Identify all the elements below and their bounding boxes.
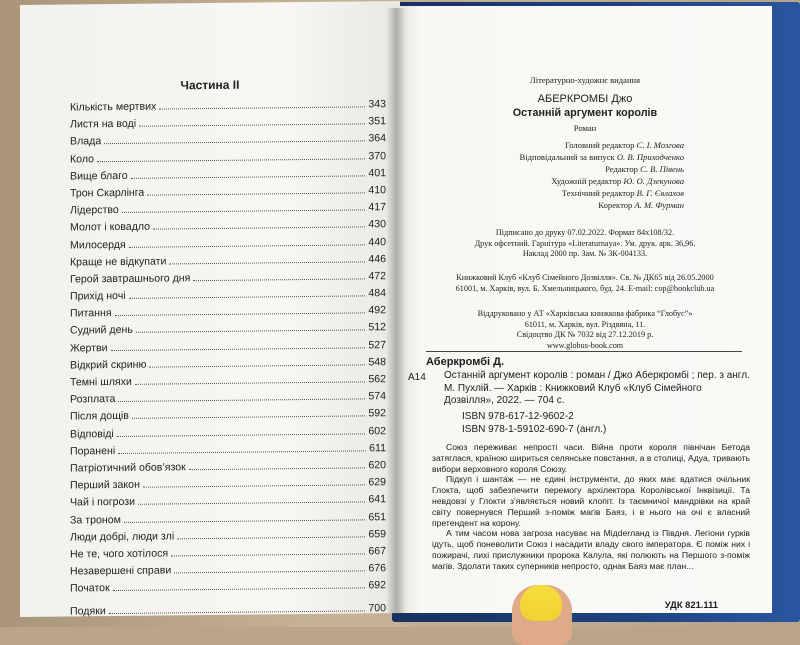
toc-entry-title: Перший закон	[70, 478, 140, 492]
toc-dot-leader	[193, 277, 365, 281]
credit-line	[484, 151, 744, 163]
printer-line: www.globus-book.com	[546, 340, 624, 350]
toc-entry-page: 651	[368, 510, 386, 523]
toc-dot-leader	[124, 518, 365, 523]
toc-dot-leader	[139, 123, 365, 127]
credit-role: Головний редактор	[564, 140, 635, 150]
toc-dot-leader	[171, 552, 365, 556]
toc-entry	[70, 579, 386, 599]
credit-role: Художній редактор	[551, 176, 622, 186]
toc-dot-leader	[159, 105, 365, 109]
toc-entry-title: Трон Скарлінга	[70, 186, 145, 200]
toc-entry-page: 527	[368, 338, 386, 351]
printer-line: 61011, м. Харків, вул. Різдвяна, 11.	[524, 319, 646, 329]
book-author: АБЕРКРОМБІ Джо	[537, 93, 633, 105]
toc-entry-title: Лідерство	[70, 204, 119, 217]
toc-entry-title: Темні шляхи	[70, 375, 132, 389]
table-of-contents	[70, 98, 386, 623]
toc-entry-page: 484	[368, 287, 386, 300]
publisher-line: 61001, м. Харків, вул. Б. Хмельницького, буд. 24. E-mail: cop@bookclub.ua	[455, 283, 715, 293]
credit-role: Відповідальний за випуск	[519, 152, 615, 162]
toc-entry-title: Після дощів	[70, 410, 129, 423]
printer-line: Свідоцтво ДК № 7032 від 27.12.2019 р.	[516, 330, 654, 340]
toc-dot-leader	[111, 346, 366, 351]
toc-dot-leader	[149, 363, 365, 367]
toc-entry-title: Молот і ковадло	[70, 220, 151, 234]
toc-dot-leader	[129, 243, 366, 247]
toc-dot-leader	[117, 432, 366, 437]
book-type: Роман	[573, 123, 597, 133]
toc-entry-title: Незавершені справи	[70, 564, 172, 578]
toc-entry-title: Не те, чого хотілося	[70, 547, 169, 561]
abstract-paragraph: А тим часом нова загроза насуває на Мідderланд із Півдня. Легіони гурків ідуть, щоб поневолити Союз і насадити владу свого імператора. Є поміж них і пожирачі, лихі прислужники пророка Калула, які полюють на Першого з-поміж магів. Здолати таких суперників непросто, однак Баяз має план...	[432, 528, 750, 571]
left-page	[20, 1, 400, 617]
toc-entry-title: Подяки	[70, 605, 106, 618]
toc-entry-page: 417	[368, 201, 386, 214]
toc-entry-title: Розплата	[70, 393, 116, 406]
toc-dot-leader	[118, 398, 365, 403]
toc-entry-page: 512	[368, 321, 386, 334]
toc-entry-title: Чай і погрози	[70, 496, 136, 509]
toc-entry-page: 620	[368, 459, 386, 472]
publisher-line: Книжковий Клуб «Клуб Сімейного Дозвілля». Св. № ДК65 від 26.05.2000	[456, 273, 714, 282]
toc-entry-title: Відкрий скриню	[70, 358, 147, 372]
toc-entry-page: 370	[368, 149, 386, 162]
abstract-paragraph: Союз переживає непрості часи. Війна проти короля північан Бетода затяглася, країною шириться селянське повстання, а в столиці, Адуа, тривають вибори верховного короля Союзу.	[432, 442, 750, 474]
toc-dot-leader	[135, 380, 365, 384]
toc-dot-leader	[104, 140, 365, 145]
toc-entry-page: 430	[368, 218, 386, 231]
toc-dot-leader	[147, 191, 365, 195]
credit-name: С. І. Мозгова	[636, 140, 684, 150]
toc-entry-title: Листя на воді	[70, 117, 137, 131]
print-info-line: Підписано до друку 07.02.2022. Формат 84x108/32.	[495, 228, 675, 237]
genre-line: Літературно-художнє видання	[529, 75, 641, 85]
toc-entry-page: 446	[368, 252, 386, 266]
toc-entry-page: 440	[368, 235, 386, 248]
toc-entry-title: Відповіді	[70, 427, 114, 441]
toc-entry-page: 592	[368, 407, 386, 420]
yellow-fingernail	[520, 585, 562, 621]
toc-entry-page: 562	[368, 373, 386, 386]
toc-heading: Частина II	[180, 77, 240, 93]
toc-dot-leader	[143, 484, 365, 488]
toc-entry-page: 676	[368, 562, 386, 575]
toc-dot-leader	[109, 610, 366, 615]
toc-dot-leader	[177, 535, 365, 539]
toc-entry-title: За троном	[70, 513, 121, 526]
credit-name: В. Г. Євлахов	[636, 188, 684, 198]
toc-entry-title: Жертви	[70, 341, 108, 355]
credit-line	[484, 199, 744, 211]
toc-dot-leader	[97, 157, 365, 162]
toc-entry	[70, 603, 386, 623]
toc-entry-page: 659	[368, 527, 386, 541]
credit-name: А. М. Фурман	[634, 200, 684, 210]
toc-entry-title: Коло	[70, 152, 95, 166]
credit-role: Технічний редактор	[561, 188, 635, 198]
toc-dot-leader	[153, 226, 365, 230]
credit-line	[484, 163, 744, 175]
catalog-description: Останній аргумент королів : роман / Джо Аберкромбі ; пер. з англ. М. Пухлій. — Харків : Книжковий Клуб «Клуб Сімейного Дозвілля», 2022. — 704 с.	[444, 370, 750, 406]
book-abstract	[432, 442, 750, 572]
book-title: Останній аргумент королів	[512, 107, 658, 119]
toc-entry-title: Милосердя	[70, 238, 126, 251]
toc-entry-title: Люди добрі, люди злі	[70, 530, 175, 544]
toc-entry-title: Кількість мертвих	[70, 100, 157, 114]
toc-entry-title: Краще не відкупати	[70, 255, 167, 269]
toc-dot-leader	[113, 587, 366, 592]
print-info-line: Наклад 2000 пр. Зам. № 3К-004133.	[522, 249, 648, 259]
toc-entry-page: 641	[368, 493, 386, 506]
credit-role: Коректор	[598, 200, 633, 210]
print-info-line: Друк офсетний. Гарнітура «Literaturnaya». Ум. друк. арк. 36,96.	[474, 238, 696, 248]
toc-dot-leader	[169, 260, 365, 264]
toc-entry-title: Вище благо	[70, 169, 128, 183]
toc-entry-page: 343	[368, 98, 386, 111]
toc-entry-page: 351	[368, 115, 386, 128]
toc-entry-page: 574	[368, 390, 386, 403]
toc-entry-title: Судний день	[70, 324, 133, 337]
toc-entry-page: 410	[368, 184, 386, 197]
toc-dot-leader	[129, 294, 366, 298]
toc-dot-leader	[118, 449, 366, 454]
toc-entry-title: Герой завтрашнього дня	[70, 272, 191, 286]
print-info	[398, 228, 772, 260]
printer-line: Віддруковано у АТ «Харківська книжкова фабрика “Глобус”»	[477, 309, 693, 318]
book-gutter	[386, 8, 406, 613]
catalog-author: Аберкромбі Д.	[426, 356, 505, 368]
editorial-credits	[484, 139, 744, 211]
credit-name: С. В. Півень	[640, 164, 684, 174]
publisher-info	[398, 273, 772, 294]
toc-dot-leader	[174, 569, 365, 573]
toc-entry-page: 492	[368, 304, 386, 317]
credit-name: Ю. О. Дзекунова	[623, 176, 684, 186]
catalog-index: А14	[408, 372, 426, 383]
toc-dot-leader	[136, 329, 365, 333]
toc-entry-title: Питання	[70, 307, 112, 320]
toc-entry-page: 629	[368, 476, 386, 489]
abstract-paragraph: Підкуп і шантаж — не єдині інструменти, до яких має вдатися очільник Глокта, щоб забезпечити перемогу архілектора Королівської Інквізиції. Та невдовзі у Глокти з’являється новий клопіт. Із таємничої мандрівки на край світу повернувся Перший з-поміж магів Баяз, і в нього на очі є власний претендент на корону.	[432, 474, 750, 528]
isbn-ukrainian: ISBN 978-617-12-9602-2	[462, 411, 574, 422]
toc-entry-page: 611	[369, 441, 386, 455]
credit-name: О. В. Приходченко	[616, 152, 684, 162]
toc-entry-page: 700	[368, 602, 386, 615]
toc-dot-leader	[122, 209, 365, 214]
isbn-english: ISBN 978-1-59102-690-7 (англ.)	[462, 424, 607, 435]
right-page	[398, 6, 772, 613]
divider-rule	[426, 351, 742, 352]
credit-line	[484, 187, 744, 199]
toc-entry-page: 472	[368, 270, 386, 283]
toc-entry-page: 692	[368, 579, 386, 592]
credit-role: Редактор	[605, 164, 638, 174]
credit-line	[484, 139, 744, 151]
credit-line	[484, 175, 744, 187]
toc-dot-leader	[132, 415, 365, 419]
toc-dot-leader	[138, 501, 365, 505]
toc-entry-page: 401	[368, 166, 386, 180]
toc-dot-leader	[115, 312, 366, 317]
printer-info	[398, 309, 772, 351]
toc-entry-title: Прихід ночі	[70, 289, 126, 303]
toc-dot-leader	[131, 174, 366, 178]
toc-entry-title: Початок	[70, 582, 110, 595]
toc-entry-title: Влада	[70, 135, 102, 148]
toc-entry-title: Патріотичний обов’язок	[70, 461, 186, 475]
toc-entry-page: 548	[368, 355, 386, 369]
toc-entry-title: Поранені	[70, 444, 116, 458]
toc-dot-leader	[189, 466, 366, 470]
toc-entry-page: 667	[368, 545, 386, 558]
toc-entry-page: 364	[368, 132, 386, 145]
udc-code: УДК 821.111	[664, 599, 718, 610]
toc-entry-page: 602	[368, 424, 386, 437]
